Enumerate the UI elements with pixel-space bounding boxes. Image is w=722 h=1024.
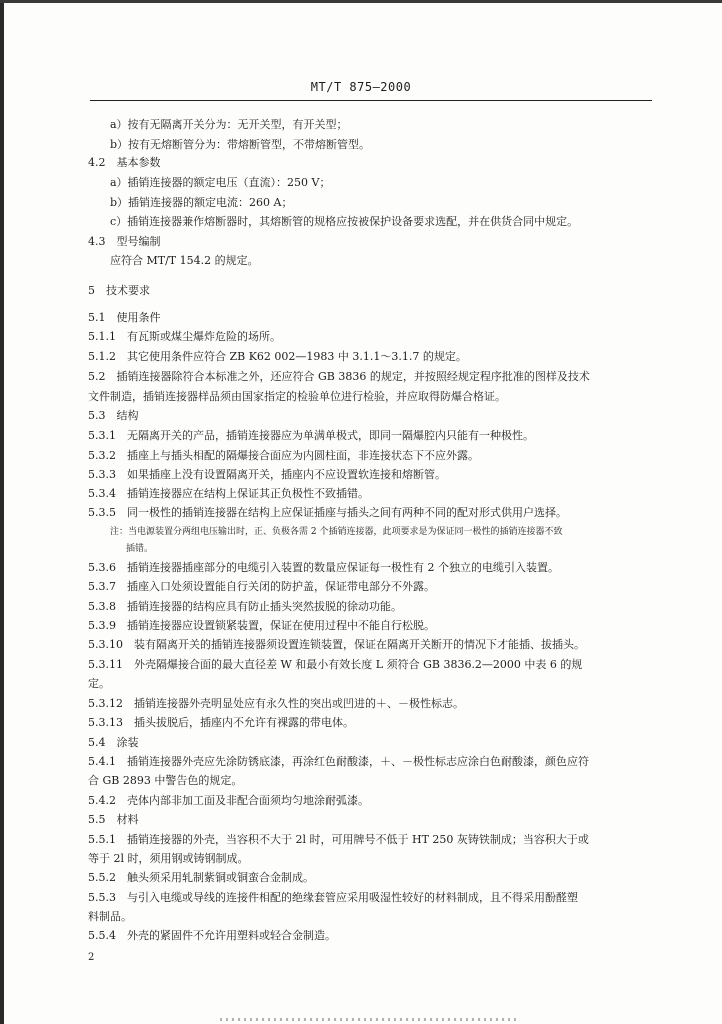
header-rule — [90, 100, 652, 101]
note-line: 注：当电源装置分两组电压输出时，正、负极各需 2 个插销连接器，此项要求是为保证同一极性的插销连接器不致 — [110, 527, 563, 537]
text-line: 5.3.4 插销连接器应在结构上保证其正负极性不致插错。 — [88, 487, 369, 500]
text-line: 5.2 插销连接器除符合本标准之外，还应符合 GB 3836 的规定，并按照经规定程序批准的图样及技术 — [88, 370, 590, 383]
page-header: MT/T 875—2000 — [310, 80, 412, 94]
section-heading: 4.3 型号编制 — [88, 235, 161, 248]
text-line: 5.5.3 与引入电缆或导线的连接件相配的绝缘套管应采用吸湿性较好的材料制成，且不得采用酚醛塑 — [88, 891, 578, 904]
scan-edge — [0, 0, 4, 1024]
text-line: 5.3.7 插座入口处须设置能自行关闭的防护盖，保证带电部分不外露。 — [88, 580, 435, 593]
text-line: b）插销连接器的额定电流：260 A； — [110, 196, 293, 209]
text-line: 5.4.1 插销连接器外壳应先涂防锈底漆，再涂红色耐酸漆，＋、－极性标志应涂白色耐酸漆，颜色应符 — [88, 755, 589, 768]
page-number: 2 — [88, 952, 95, 963]
text-line: 5.3.2 插座上与插头相配的隔爆接合面应为内圆柱面，非连接状态下不应外露。 — [88, 449, 479, 462]
section-heading: 5.4 涂装 — [88, 736, 139, 749]
text-line: 5.5.2 触头须采用轧制紫铜或铜蛮合金制成。 — [88, 871, 314, 884]
text-line: 5.5.1 插销连接器的外壳，当容积不大于 2l 时，可用牌号不低于 HT 250 灰铸铁制成；当容积大于或 — [88, 833, 589, 846]
text-line: 5.3.5 同一极性的插销连接器在结构上应保证插座与插头之间有两种不同的配对形式供用户选择。 — [88, 506, 567, 519]
text-line: 5.3.3 如果插座上没有设置隔离开关，插座内不应设置软连接和熔断管。 — [88, 468, 446, 481]
text-line: a）按有无隔离开关分为：无开关型，有开关型； — [110, 118, 348, 131]
section-heading: 5.3 结构 — [88, 409, 139, 422]
text-line: 5.3.13 插头拔脱后，插座内不允许有裸露的带电体。 — [88, 716, 354, 729]
text-line: c）插销连接器兼作熔断器时，其熔断管的规格应按被保护设备要求选配，并在供货合同中规定。 — [110, 215, 579, 228]
text-line: 5.3.6 插销连接器插座部分的电缆引入装置的数量应保证每一极性有 2 个独立的电缆引入装置。 — [88, 561, 559, 574]
text-line: 5.3.1 无隔离开关的产品，插销连接器应为单满单极式，即同一隔爆腔内只能有一种极性。 — [88, 429, 534, 442]
text-line: 5.5.4 外壳的紧固件不允许用塑料或轻合金制造。 — [88, 929, 336, 942]
text-line: 5.3.8 插销连接器的结构应具有防止插头突然拔脱的徐动功能。 — [88, 600, 402, 613]
text-line: 等于 2l 时，须用钢或铸钢制成。 — [88, 852, 249, 865]
text-line: 定。 — [88, 677, 110, 690]
scan-noise — [220, 1018, 520, 1021]
text-line: 5.4.2 壳体内部非加工面及非配合面须均匀地涂耐弧漆。 — [88, 794, 369, 807]
text-line: 5.1.2 其它使用条件应符合 ZB K62 002—1983 中 3.1.1～3.1.7 的规定。 — [88, 350, 467, 363]
text-line: 应符合 MT/T 154.2 的规定。 — [110, 254, 259, 267]
text-line: 料制品。 — [88, 910, 132, 923]
note-line: 插错。 — [126, 544, 154, 554]
text-line: 5.1.1 有瓦斯或煤尘爆炸危险的场所。 — [88, 330, 281, 343]
text-line: b）按有无熔断管分为：带熔断管型，不带熔断管型。 — [110, 138, 371, 151]
section-heading: 5 技术要求 — [88, 284, 150, 297]
section-heading: 5.5 材料 — [88, 813, 139, 826]
text-line: a）插销连接器的额定电压（直流）：250 V； — [110, 176, 331, 189]
scan-edge-top — [0, 0, 722, 3]
text-line: 5.3.10 装有隔离开关的插销连接器须设置连锁装置，保证在隔离开关断开的情况下才能插、拔插头。 — [88, 638, 585, 651]
section-heading: 4.2 基本参数 — [88, 156, 161, 169]
text-line: 合 GB 2893 中警告色的规定。 — [88, 774, 243, 787]
text-line: 5.3.12 插销连接器外壳明显处应有永久性的突出或凹进的＋、－极性标志。 — [88, 697, 464, 710]
section-heading: 5.1 使用条件 — [88, 311, 161, 324]
text-line: 文件制造，插销连接器样品须由国家指定的检验单位进行检验，并应取得防爆合格证。 — [88, 390, 506, 403]
text-line: 5.3.11 外壳隔爆接合面的最大直径差 W 和最小有效长度 L 须符合 GB 3836.2—2000 中表 6 的规 — [88, 658, 583, 671]
text-line: 5.3.9 插销连接器应设置锁紧装置，保证在使用过程中不能自行松脱。 — [88, 619, 435, 632]
